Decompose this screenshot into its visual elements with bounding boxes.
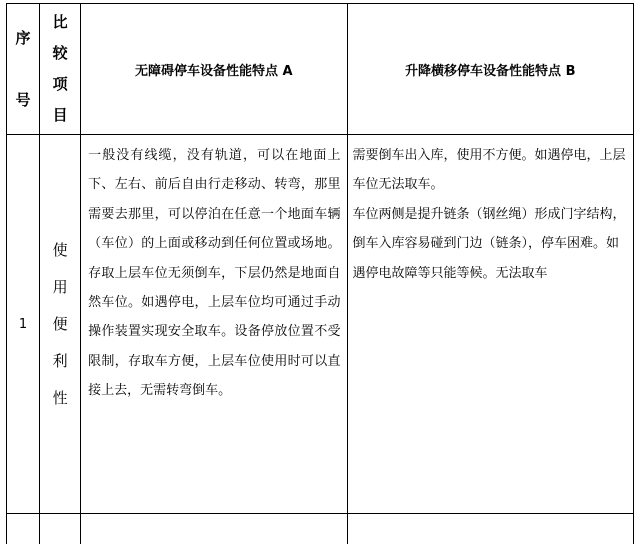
row-item-char: 便: [53, 306, 68, 343]
row-item-char: 用: [53, 269, 68, 306]
row-item-cell: [40, 135, 81, 514]
table-row: [7, 514, 634, 544]
header-no-char: 号: [16, 85, 31, 116]
row-feature-b-paragraph: 车位两侧是提升链条（钢丝绳）形成门字结构，倒车入库容易碰到门边（链条），停车困难。如遇停电故障等只能等候。无法取车: [353, 200, 628, 288]
row-item-char: 性: [53, 380, 68, 417]
header-row: [7, 4, 634, 135]
row-feature-b-cell: [347, 135, 633, 514]
comparison-table: [6, 3, 634, 544]
header-item-char: 较: [53, 38, 68, 69]
row-feature-b-paragraph: 需要倒车出入库，使用不方便。如遇停电，上层车位无法取车。: [353, 141, 628, 200]
header-no-char: 序: [16, 23, 31, 54]
row-feature-a: 一般没有线缆，没有轨道，可以在地面上下、左右、前后自由行走移动、转弯，那里需要去那里，可以停泊在任意一个地面车辆（车位）的上面或移动到任何位置或场地。存取上层车位无须倒车，下层仍然是地面自然车位。如遇停电，上层车位均可通过手动操作装置实现安全取车。设备停放位置不受限制，存取车方便，上层车位使用时可以直接上去，无需转弯倒车。: [81, 135, 347, 514]
header-col-b: 升降横移停车设备性能特点 B: [347, 4, 633, 135]
table-row: [7, 135, 634, 514]
header-col-a: 无障碍停车设备性能特点 A: [81, 4, 347, 135]
header-item-char: 比: [53, 7, 68, 38]
header-no-cell: [7, 4, 40, 135]
header-item-char: 项: [53, 69, 68, 100]
row-item-char: 利: [53, 343, 68, 380]
header-item-char: 目: [53, 100, 68, 131]
row-item-char: 使: [53, 232, 68, 269]
row-number: 1: [7, 135, 40, 514]
header-item-cell: [40, 4, 81, 135]
